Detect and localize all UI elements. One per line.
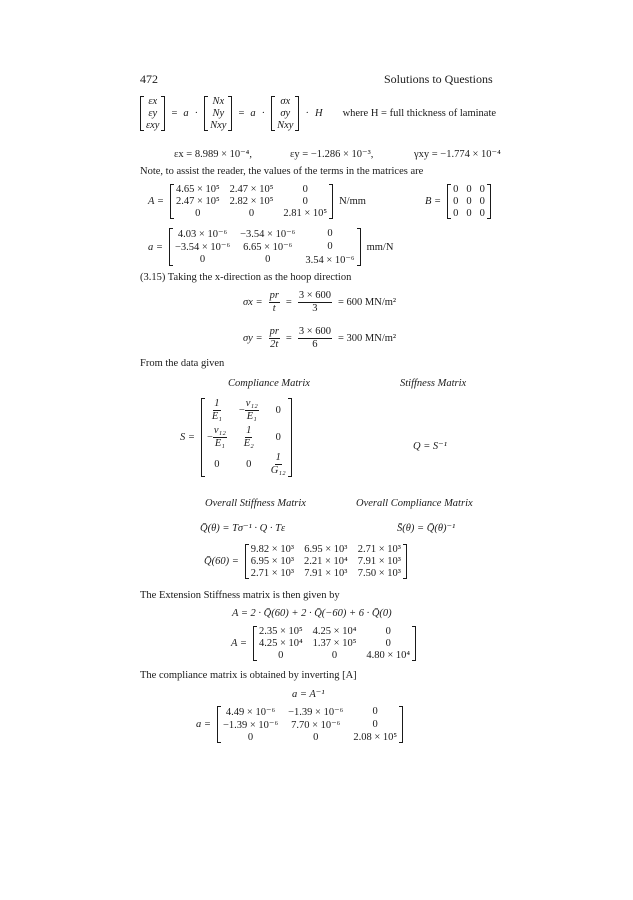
matrix-cell: 2.47 × 10⁵ — [229, 184, 274, 195]
minus-sign: − — [206, 431, 213, 443]
matrix-cell: 2.71 × 10³ — [357, 544, 401, 555]
strain-ex: εx = 8.989 × 10⁻⁴, — [174, 149, 252, 160]
frac-num: 1 — [275, 452, 281, 463]
matrix-cell: 0 — [302, 196, 308, 207]
matrix-B — [425, 184, 491, 219]
frac-den: 2t — [270, 339, 279, 350]
matrix-label: S = — [180, 432, 195, 443]
q315-heading: (3.15) Taking the x-direction as the hoop direction — [140, 272, 352, 283]
minus-sign: − — [238, 404, 245, 416]
matrix-cell: −3.54 × 10⁻⁶ — [240, 229, 296, 240]
matrix-cell: 0 — [453, 196, 459, 207]
matrix-cell: 0 — [372, 706, 378, 717]
frac-den: E₁ — [214, 438, 225, 449]
matrix-cell: σy — [280, 108, 291, 119]
matrix-cell: 3.54 × 10⁻⁶ — [305, 255, 355, 266]
a-symbol: a — [183, 108, 189, 119]
matrix-cell: 0 — [466, 208, 472, 219]
sigma-x-lhs: σx = — [243, 297, 263, 308]
matrix-cell: 0 — [327, 228, 333, 239]
matrix-cell: 4.80 × 10⁴ — [366, 650, 411, 661]
matrix-S — [180, 398, 292, 477]
frac-num: 3 × 600 — [298, 290, 331, 301]
matrix-cell: 0 — [385, 638, 391, 649]
matrix-cell: 0 — [246, 459, 252, 470]
frac-num: 3 × 600 — [298, 326, 331, 337]
matrix-cell: 4.25 × 10⁴ — [312, 626, 357, 637]
stress-vector — [271, 96, 299, 131]
frac-num: 1 — [246, 425, 252, 436]
matrix-cell: 0 — [302, 184, 308, 195]
sigma-x-equation: σx = $\frac{pr}{t}$ = $\frac{3 \times 600}{3}$ = 600 MN/m² — [243, 290, 397, 314]
matrix-cell: 0 — [453, 184, 459, 195]
frac-den: 3 — [312, 303, 318, 314]
matrix-cell: 0 — [278, 650, 284, 661]
unit-label: mm/N — [366, 241, 394, 253]
thickness-note: where H = full thickness of laminate — [342, 108, 497, 119]
frac-den: E₂ — [243, 438, 254, 449]
matrix-cell: 2.82 × 10⁵ — [229, 196, 274, 207]
matrix-cell: εx — [148, 96, 158, 107]
matrix-cell: 7.91 × 10³ — [304, 568, 348, 579]
q-equals-s-inverse: Q = S⁻¹ — [413, 441, 447, 452]
running-title: Solutions to Questions — [384, 72, 493, 86]
unit-label: N/mm — [339, 196, 366, 207]
overall-stiffness-title: Overall Stiffness Matrix — [205, 498, 306, 509]
matrix-cell: 0 — [479, 196, 485, 207]
matrix-cell: 6.95 × 10³ — [250, 556, 294, 567]
matrix-cell: 0 — [453, 208, 459, 219]
matrix-label: A = — [148, 196, 164, 207]
matrix-cell: 7.50 × 10³ — [357, 568, 401, 579]
matrix-cell: 4.03 × 10⁻⁶ — [177, 229, 228, 240]
matrix-A-first — [148, 184, 366, 219]
sigma-x-result: = 600 MN/m² — [338, 297, 397, 308]
compliance-text: The compliance matrix is obtained by inverting [A] — [140, 670, 357, 681]
a-symbol: a — [250, 108, 256, 119]
q-theta-equation: Q̄(θ) = Tσ⁻¹ · Q · Tε — [200, 523, 286, 534]
h-symbol: H — [314, 108, 323, 119]
matrix-cell: εy — [148, 108, 158, 119]
matrix-A-second — [231, 626, 416, 661]
matrix-label: a = — [196, 719, 211, 730]
matrix-cell: 6.95 × 10³ — [304, 544, 348, 555]
matrix-cell: 2.21 × 10⁴ — [304, 556, 348, 567]
a-inverse-equation: a = A⁻¹ — [292, 689, 325, 700]
frac-num: ν₁₂ — [213, 425, 226, 436]
frac-num: pr — [269, 290, 279, 301]
matrix-cell: −1.39 × 10⁻⁶ — [288, 707, 344, 718]
sigma-y-result: = 300 MN/m² — [338, 333, 397, 344]
matrix-cell: 9.82 × 10³ — [250, 544, 294, 555]
strain-gxy: γxy = −1.774 × 10⁻⁴ — [414, 149, 501, 160]
matrix-Q60 — [204, 544, 407, 579]
matrix-label: a = — [148, 241, 163, 253]
frac-den: 6 — [312, 339, 318, 350]
matrix-cell: 4.49 × 10⁻⁶ — [225, 707, 276, 718]
from-data-text: From the data given — [140, 358, 225, 369]
matrix-cell: 2.47 × 10⁵ — [175, 196, 220, 207]
matrix-cell: 2.08 × 10⁵ — [353, 732, 398, 743]
matrix-label: A = — [231, 638, 247, 649]
matrix-cell: 0 — [327, 241, 333, 252]
sigma-y-lhs: σy = — [243, 333, 263, 344]
matrix-a-second — [196, 706, 403, 743]
matrix-cell: Nxy — [277, 120, 294, 131]
matrix-cell: 2.81 × 10⁵ — [283, 208, 328, 219]
frac-num: 1 — [214, 398, 220, 409]
matrix-cell: 2.35 × 10⁵ — [258, 626, 303, 637]
matrix-cell: 0 — [247, 732, 254, 743]
sigma-y-equation: σy = $\frac{pr}{2t}$ = $\frac{3 \times 600}{6}$ = 300 MN/m² — [243, 326, 397, 350]
matrix-cell: σx — [280, 96, 291, 107]
matrix-cell: 0 — [248, 208, 255, 219]
matrix-cell: 7.91 × 10³ — [357, 556, 401, 567]
frac-num: pr — [269, 326, 279, 337]
frac-num: ν₁₂ — [245, 398, 258, 409]
frac-den: E₁ — [211, 411, 222, 422]
matrix-cell: 0 — [479, 208, 485, 219]
matrix-cell: 1.37 × 10⁵ — [312, 638, 357, 649]
page-number: 472 — [140, 72, 158, 86]
matrix-cell: 6.65 × 10⁻⁶ — [243, 242, 293, 253]
matrix-cell: 0 — [331, 650, 338, 661]
matrix-cell: 4.25 × 10⁴ — [258, 638, 303, 649]
extension-equation: A = 2 · Q̄(60) + 2 · Q̄(−60) + 6 · Q̄(0) — [232, 608, 392, 619]
matrix-cell: Nx — [212, 96, 225, 107]
frac-den: G₁₂ — [270, 465, 286, 476]
compliance-matrix-title: Compliance Matrix — [228, 378, 310, 389]
matrix-cell: 0 — [265, 254, 271, 265]
matrix-cell: Nxy — [210, 120, 227, 131]
matrix-cell: 0 — [275, 405, 281, 416]
strain-vector — [140, 96, 165, 131]
matrix-cell: 0 — [195, 208, 201, 219]
overall-compliance-title: Overall Compliance Matrix — [356, 498, 473, 509]
matrix-cell: 4.65 × 10⁵ — [175, 184, 220, 195]
stiffness-matrix-title: Stiffness Matrix — [400, 378, 467, 389]
matrix-cell: 0 — [275, 432, 281, 443]
matrix-cell: Ny — [212, 108, 225, 119]
s-theta-equation: S̄(θ) = Q̄(θ)⁻¹ — [397, 523, 456, 534]
matrix-cell: εxy — [146, 120, 160, 131]
frac-den: t — [272, 303, 276, 314]
matrix-cell: 0 — [385, 626, 391, 637]
strain-ey: εy = −1.286 × 10⁻³, — [290, 149, 374, 160]
matrix-cell: 0 — [372, 719, 378, 730]
matrix-cell: 0 — [199, 254, 206, 265]
matrix-cell: 0 — [214, 459, 220, 470]
strain-equation: εx εy εxy = a · Nx Ny Nxy = a · σx σy Nxy · H where H = full thickness of laminate — [140, 96, 496, 131]
matrix-cell: −1.39 × 10⁻⁶ — [222, 720, 279, 731]
matrix-label: Q̄(60) = — [204, 556, 239, 567]
frac-den: E₁ — [246, 411, 257, 422]
matrix-cell: 0 — [466, 196, 472, 207]
matrix-label: B = — [425, 196, 442, 207]
matrix-cell: 7.70 × 10⁻⁶ — [291, 720, 341, 731]
matrix-cell: 2.71 × 10³ — [250, 568, 294, 579]
matrix-cell: 0 — [313, 732, 319, 743]
matrix-cell: −3.54 × 10⁻⁶ — [174, 242, 231, 253]
matrix-cell: 0 — [479, 184, 485, 195]
matrix-cell: 0 — [466, 184, 472, 195]
note-text: Note, to assist the reader, the values of the terms in the matrices are — [140, 166, 424, 177]
force-vector — [204, 96, 232, 131]
matrix-a-first — [148, 228, 393, 266]
extension-text: The Extension Stiffness matrix is then given by — [140, 590, 340, 601]
